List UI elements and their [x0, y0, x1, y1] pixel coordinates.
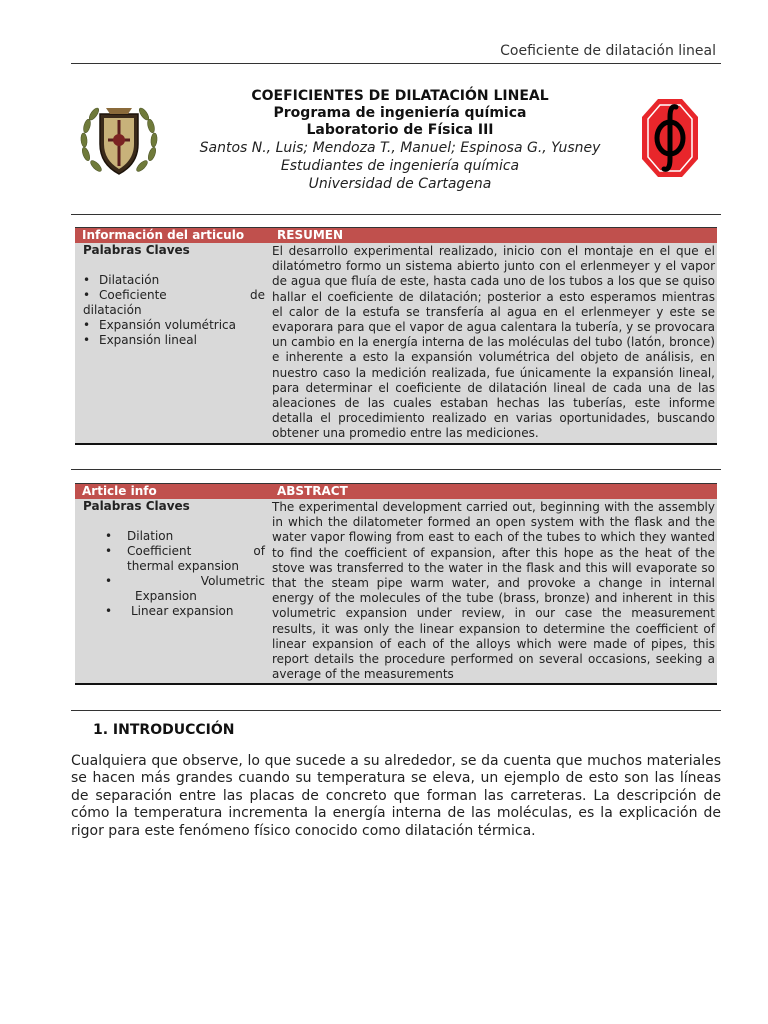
- english-article-info-table: [75, 483, 717, 685]
- col-header-abstract: ABSTRACT: [277, 484, 348, 498]
- introduction-paragraph: Cualquiera que observe, lo que sucede a su alrededor, se da cuenta que muchos materiales se hacen más grandes cuando su temperatura se eleva, un ejemplo de esto son las líneas de separación entre las placas de concreto que forman las carreteras. La descripción de cómo la temperatura incrementa la energía interna de las moléculas, es la explicación de rigor para este fenómeno físico conocido como dilatación térmica.: [71, 753, 721, 839]
- title-block: [170, 88, 630, 193]
- university: Universidad de Cartagena: [308, 176, 492, 192]
- keywords-title: Palabras Claves: [83, 499, 190, 513]
- keyword-item-continuation: thermal expansion: [127, 559, 239, 573]
- abstract-text: The experimental development carried out, beginning with the assembly in which the dilatometer formed an open system with the flask and the water vapor flowing from east to each of the tubes to which they wanted to find the coefficient of expansion, after this hope as the heat of the stove was transferred to the water in the flask and this will evaporate so that the steam pipe warm water, and provoke a change in internal energy of the molecules of the tube (brass, bronze) and inherent in this volumetric expansion under review, in our case the measurement results, it was only the linear expansion to determine the coefficient of linear expansion of each of the alloys which were made of pipes, this report details the procedure performed on several occasions, seeking a average of the measurements: [272, 500, 715, 682]
- authors: Santos N., Luis; Mendoza T., Manuel; Espinosa G., Yusney: [199, 140, 601, 156]
- running-header: Coeficiente de dilatación lineal: [500, 43, 716, 59]
- rule-2: [71, 469, 721, 470]
- resumen-text: El desarrollo experimental realizado, inicio con el montaje en el que el dilatómetro formo un sistema abierto junto con el erlenmeyer y el vapor de agua que fluía de este, hasta cada uno de los tubos a los que se quiso hallar el coeficiente de dilatación; posterior a esto esperamos mientras el calor de la estufa se transfería al agua en el erlenmeyer y este se evaporara para que el vapor de agua calentara la tubería, y se provocara un cambio en la energía interna de las moléculas del tubo (latón, bronce) e inherente a esto la expansión volumétrica del objeto de análisis, en nuestro caso la medición realizada, fue únicamente la expansión lineal, para determinar el coeficiente de dilatación lineal de cada una de las aleaciones de las cuales estaban hechas las tuberías, este informe detalla el procedimiento realizado en varias oportunidades, buscando obtener una promedio entre las mediciones.: [272, 244, 715, 441]
- english-table-body: [75, 499, 717, 683]
- section-heading-introduccion: 1. INTRODUCCIÓN: [93, 722, 235, 738]
- author-role: Estudiantes de ingeniería química: [280, 158, 520, 174]
- col-header-resumen: RESUMEN: [277, 228, 344, 242]
- red-octagon-integral-logo-icon: [640, 97, 700, 179]
- keyword-item: • Coefficient of: [83, 544, 265, 559]
- col-header-article-info: Article info: [82, 484, 157, 498]
- paper-title: COEFICIENTES DE DILATACIÓN LINEAL: [251, 88, 549, 104]
- keyword-item: • Volumetric: [83, 574, 265, 589]
- keyword-item: • Expansión lineal: [83, 333, 265, 348]
- spanish-table-header: [75, 227, 717, 243]
- keyword-item: • Coeficiente de: [83, 288, 265, 303]
- col-header-article-info: Información del articulo: [82, 228, 245, 242]
- program-name: Programa de ingeniería química: [273, 105, 527, 121]
- keyword-item: • Linear expansion: [83, 604, 265, 619]
- keywords-title: Palabras Claves: [83, 243, 190, 257]
- spanish-table-body: [75, 243, 717, 443]
- rule-1: [71, 214, 721, 215]
- english-keywords: [75, 499, 267, 683]
- spanish-keywords: [75, 243, 267, 443]
- keyword-item: • Dilatación: [83, 273, 265, 288]
- lab-name: Laboratorio de Física III: [306, 122, 494, 138]
- keyword-item: • Expansión volumétrica: [83, 318, 265, 333]
- university-seal-icon: [78, 100, 160, 180]
- keyword-item: • Dilation: [83, 529, 265, 544]
- rule-3: [71, 710, 721, 711]
- spanish-article-info-table: [75, 227, 717, 445]
- keyword-item-continuation: Expansion: [135, 589, 197, 603]
- header-rule: [71, 63, 721, 64]
- keyword-item-continuation: dilatación: [83, 303, 142, 317]
- english-table-header: [75, 483, 717, 499]
